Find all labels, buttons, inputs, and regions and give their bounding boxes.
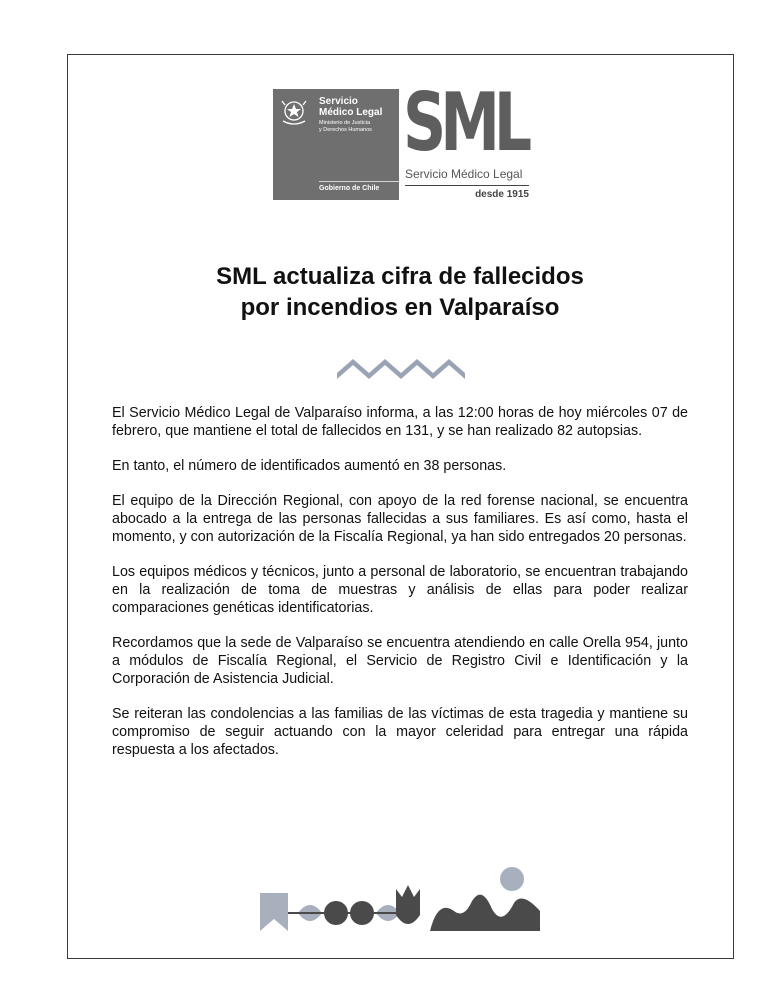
page-title xyxy=(90,261,710,323)
chile-crest-icon xyxy=(279,97,309,127)
government-label: Gobierno de Chile xyxy=(319,185,380,192)
paragraph: Se reiteran las condolencias a las familias de las víctimas de esta tragedia y mantiene su compromiso de seguir actuando con la mayor celeridad para entregar una rápida respuesta a los afectados. xyxy=(112,706,688,758)
title-line-2: por incendios en Valparaíso xyxy=(240,294,560,321)
footer-decoration-icon xyxy=(258,863,542,935)
government-logo xyxy=(273,89,399,200)
ministry-name: Ministerio de Justicia y Derechos Humanos xyxy=(319,120,372,133)
paragraph: El Servicio Médico Legal de Valparaíso informa, a las 12:00 horas de hoy miércoles 07 de febrero, que mantiene el total de fallecidos en 131, y se han realizado 82 autopsias. xyxy=(112,405,688,439)
article-body xyxy=(112,404,688,776)
org-name: Servicio Médico Legal xyxy=(319,96,383,118)
paragraph: Los equipos médicos y técnicos, junto a personal de laboratorio, se encuentran trabajando en la realización de toma de muestras y análisis de ellas para poder realizar comparaciones genéticas identificatorias. xyxy=(112,564,688,616)
sml-logo xyxy=(403,76,530,206)
logo-divider xyxy=(319,181,399,182)
sml-since: desde 1915 xyxy=(475,189,529,200)
paragraph: El equipo de la Dirección Regional, con apoyo de la red forense nacional, se encuentra abocado a la entrega de las personas fallecidas a sus familiares. Es así como, hasta el momento, y con autorización de la Fiscalía Regional, ya han sido entregados 20 personas. xyxy=(112,493,688,545)
title-line-1: SML actualiza cifra de fallecidos xyxy=(216,263,584,290)
sml-full-name: Servicio Médico Legal xyxy=(405,167,523,181)
zigzag-divider-icon xyxy=(337,351,465,379)
sml-acronym: SML xyxy=(403,76,527,169)
paragraph: Recordamos que la sede de Valparaíso se encuentra atendiendo en calle Orella 954, junto a módulos de Fiscalía Regional, el Servicio de Registro Civil e Identificación y la Corporación de Asistencia Judicial. xyxy=(112,635,688,687)
paragraph: En tanto, el número de identificados aumentó en 38 personas. xyxy=(112,458,507,474)
sml-logo-rule xyxy=(405,185,529,186)
